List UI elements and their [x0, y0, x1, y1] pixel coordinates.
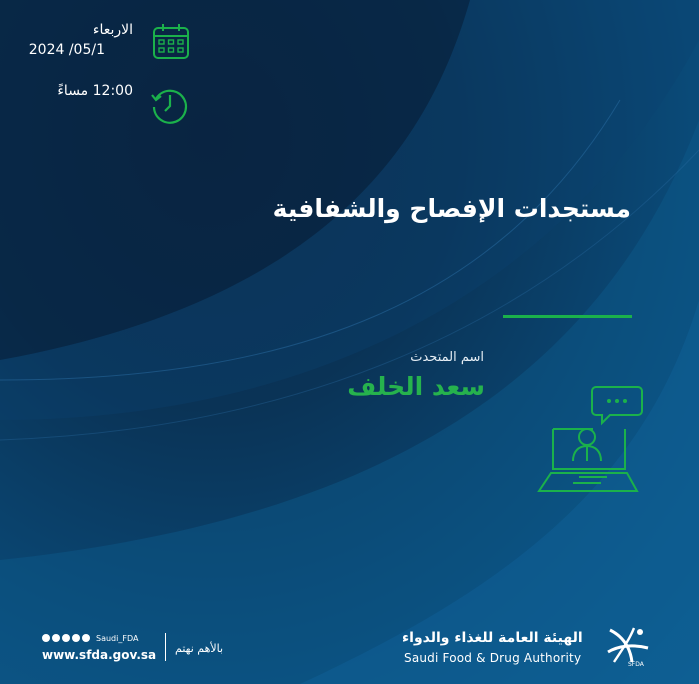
speaker-label: اسم المتحدث: [410, 350, 484, 365]
calendar-icon: [152, 23, 190, 61]
footer-separator: [165, 633, 166, 661]
twitter-icon[interactable]: [42, 634, 50, 642]
speaker-name: سعد الخلف: [347, 372, 485, 401]
sfda-logo: [604, 622, 652, 668]
speaker-laptop-icon: [535, 385, 645, 495]
website-link[interactable]: www.sfda.gov.sa: [42, 648, 157, 662]
youtube-icon[interactable]: [52, 634, 60, 642]
title-divider: [503, 315, 632, 318]
event-date: 2024 /05/1: [28, 42, 105, 58]
snapchat-icon[interactable]: [72, 634, 80, 642]
linkedin-icon[interactable]: [82, 634, 90, 642]
authority-name-ar: الهيئة العامة للغذاء والدواء: [402, 630, 583, 646]
authority-name-en: Saudi Food & Drug Authority: [404, 651, 582, 665]
event-time: 12:00 مساءً: [57, 83, 133, 99]
slogan: بالأهم نهتم: [175, 642, 224, 655]
session-title: مستجدات الإفصاح والشفافية: [272, 194, 631, 223]
logo-text: SFDA: [628, 661, 644, 668]
social-handle[interactable]: Saudi_FDA: [96, 634, 139, 643]
instagram-icon[interactable]: [62, 634, 70, 642]
event-day: الاربعاء: [92, 22, 133, 38]
clock-history-icon: [150, 85, 190, 125]
